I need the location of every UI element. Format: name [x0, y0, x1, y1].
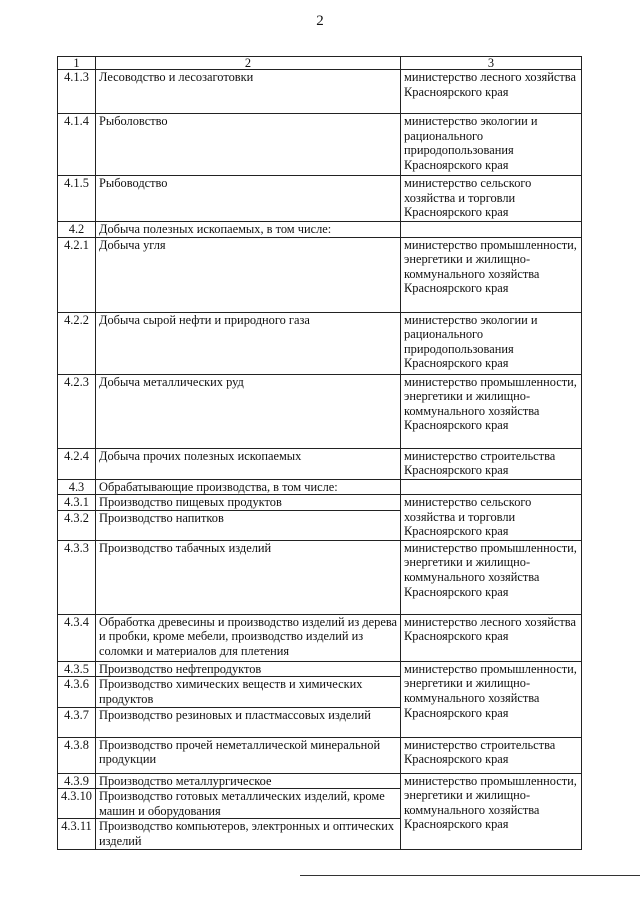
row-activity: Производство табачных изделий	[96, 540, 401, 614]
row-activity: Производство компьютеров, электронных и оптических изделий	[96, 819, 401, 849]
row-code: 4.3.10	[58, 789, 96, 819]
row-ministry	[401, 479, 582, 495]
row-code: 4.3.11	[58, 819, 96, 849]
table-row	[58, 773, 582, 789]
table-row	[58, 661, 582, 677]
row-code: 4.3.2	[58, 510, 96, 540]
row-ministry: министерство лесного хозяйства Красноярского края	[401, 70, 582, 114]
table-row	[58, 495, 582, 511]
table-row	[58, 222, 582, 238]
row-code: 4.3.8	[58, 737, 96, 773]
row-activity: Лесоводство и лесозаготовки	[96, 70, 401, 114]
table-row	[58, 176, 582, 222]
table-row	[58, 374, 582, 448]
row-code: 4.3.6	[58, 677, 96, 707]
table-row	[58, 237, 582, 312]
row-activity: Рыболовство	[96, 114, 401, 176]
row-ministry: министерство сельского хозяйства и торговли Красноярского края	[401, 176, 582, 222]
row-code: 4.3.1	[58, 495, 96, 511]
row-code: 4.2.4	[58, 448, 96, 479]
table-row	[58, 540, 582, 614]
row-activity: Производство нефтепродуктов	[96, 661, 401, 677]
row-ministry: министерство промышленности, энергетики и жилищно-коммунального хозяйства Красноярского края	[401, 374, 582, 448]
row-code: 4.1.3	[58, 70, 96, 114]
table-header-row	[58, 57, 582, 70]
row-ministry: министерство лесного хозяйства Красноярского края	[401, 614, 582, 661]
page-number: 2	[316, 13, 324, 29]
table-row	[58, 737, 582, 773]
row-activity: Производство прочей неметаллической минеральной продукции	[96, 737, 401, 773]
row-activity: Добыча полезных ископаемых, в том числе:	[96, 222, 401, 238]
header-col-3: 3	[401, 57, 582, 70]
row-activity: Производство металлургическое	[96, 773, 401, 789]
row-ministry: министерство промышленности, энергетики и жилищно-коммунального хозяйства Красноярского края	[401, 540, 582, 614]
row-ministry	[401, 222, 582, 238]
header-col-1: 1	[58, 57, 96, 70]
row-activity: Производство пищевых продуктов	[96, 495, 401, 511]
row-activity: Добыча металлических руд	[96, 374, 401, 448]
row-ministry: министерство экологии и рационального природопользования Красноярского края	[401, 114, 582, 176]
table-row	[58, 114, 582, 176]
row-ministry: министерство промышленности, энергетики и жилищно-коммунального хозяйства Красноярского края	[401, 773, 582, 849]
table-row	[58, 70, 582, 114]
row-activity: Производство напитков	[96, 510, 401, 540]
row-activity: Добыча угля	[96, 237, 401, 312]
row-code: 4.3.7	[58, 707, 96, 737]
row-code: 4.1.4	[58, 114, 96, 176]
row-code: 4.2.2	[58, 312, 96, 374]
activity-ministry-table	[57, 56, 582, 850]
row-ministry: министерство строительства Красноярского края	[401, 448, 582, 479]
row-activity: Обработка древесины и производство изделий из дерева и пробки, кроме мебели, производство изделий из соломки и материалов для плетения	[96, 614, 401, 661]
row-activity: Обрабатывающие производства, в том числе:	[96, 479, 401, 495]
row-ministry: министерство сельского хозяйства и торговли Красноярского края	[401, 495, 582, 541]
row-activity: Производство резиновых и пластмассовых изделий	[96, 707, 401, 737]
row-ministry: министерство экологии и рационального природопользования Красноярского края	[401, 312, 582, 374]
row-code: 4.3.3	[58, 540, 96, 614]
table-row	[58, 448, 582, 479]
row-code: 4.3	[58, 479, 96, 495]
bottom-divider	[300, 875, 640, 876]
row-code: 4.2.3	[58, 374, 96, 448]
row-ministry: министерство строительства Красноярского края	[401, 737, 582, 773]
table-row	[58, 312, 582, 374]
table-row	[58, 614, 582, 661]
row-code: 4.2.1	[58, 237, 96, 312]
row-code: 4.3.9	[58, 773, 96, 789]
row-code: 4.1.5	[58, 176, 96, 222]
row-code: 4.3.4	[58, 614, 96, 661]
row-code: 4.3.5	[58, 661, 96, 677]
row-activity: Производство химических веществ и химических продуктов	[96, 677, 401, 707]
row-activity: Добыча прочих полезных ископаемых	[96, 448, 401, 479]
row-ministry: министерство промышленности, энергетики и жилищно-коммунального хозяйства Красноярского края	[401, 237, 582, 312]
row-activity: Производство готовых металлических изделий, кроме машин и оборудования	[96, 789, 401, 819]
row-activity: Рыбоводство	[96, 176, 401, 222]
row-code: 4.2	[58, 222, 96, 238]
table-row	[58, 479, 582, 495]
row-ministry: министерство промышленности, энергетики и жилищно-коммунального хозяйства Красноярского края	[401, 661, 582, 737]
row-activity: Добыча сырой нефти и природного газа	[96, 312, 401, 374]
header-col-2: 2	[96, 57, 401, 70]
